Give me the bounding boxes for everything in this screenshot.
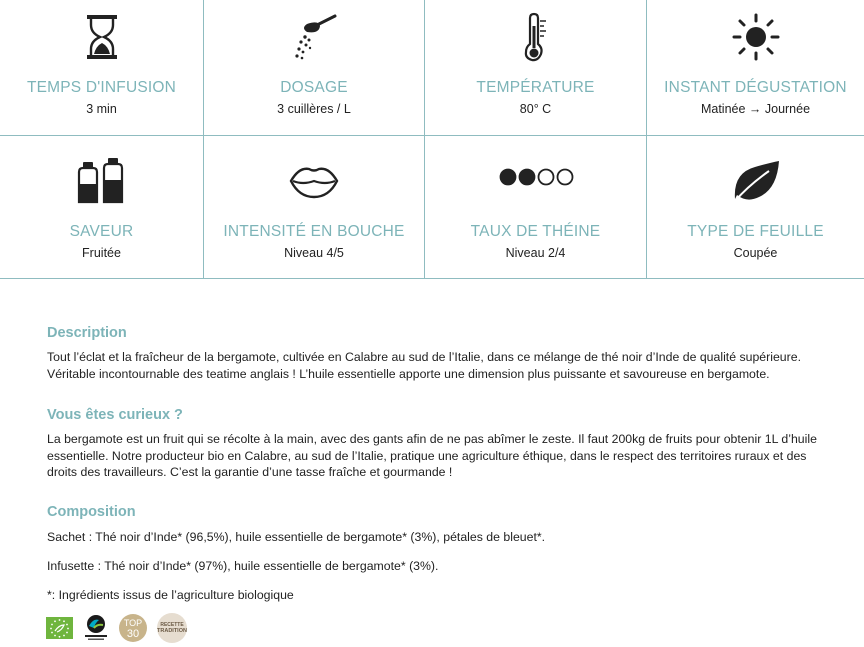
- tradition-recipe-badge: [157, 613, 187, 643]
- spec-label: SAVEUR: [69, 223, 134, 240]
- eu-organic-logo: [46, 617, 73, 639]
- composition-infusette: Infusette : Thé noir d’Inde* (97%), huile essentielle de bergamote* (3%).: [47, 559, 439, 573]
- certification-logos: [46, 612, 187, 644]
- grid-divider: [203, 0, 204, 279]
- spec-flavor: [0, 136, 203, 279]
- spec-label: DOSAGE: [280, 79, 348, 96]
- theine-dots-icon: [425, 156, 646, 198]
- spec-label: TAUX DE THÉINE: [470, 223, 601, 240]
- spec-value: 80° C: [519, 102, 552, 116]
- spec-infusion-time: [0, 0, 203, 135]
- top30-number: 30: [126, 628, 140, 640]
- grid-divider: [424, 0, 425, 279]
- lips-icon: [204, 156, 424, 206]
- composition-title: Composition: [47, 504, 136, 520]
- sun-icon: [647, 12, 864, 62]
- theine-dot: [557, 170, 572, 185]
- spec-tasting-moment: [647, 0, 864, 135]
- spec-label: INSTANT DÉGUSTATION: [664, 79, 847, 96]
- top30-badge: [119, 614, 147, 642]
- spec-value: Niveau 4/5: [284, 246, 344, 260]
- curious-title: Vous êtes curieux ?: [47, 407, 183, 423]
- theine-dot: [500, 170, 515, 185]
- description-text: Tout l’éclat et la fraîcheur de la bergamote, cultivée en Calabre au sud de l’Italie, dans ce mélange de thé noir d’Inde de qualité supérieure. Véritable incontournable des teatime anglais ! L’huile essentielle apporte une dimension plus puissante et savoureuse en bergamote.: [47, 350, 801, 381]
- spec-mouth-intensity: [204, 136, 424, 279]
- composition-sachet: Sachet : Thé noir d’Inde* (96,5%), huile essentielle de bergamote* (3%), pétales de bleuet*.: [47, 530, 546, 544]
- spec-value: Niveau 2/4: [505, 246, 566, 260]
- spoon-icon: [204, 12, 424, 62]
- spec-theine-rate: [425, 136, 646, 279]
- grid-divider: [0, 135, 864, 136]
- leaf-icon: [647, 158, 864, 204]
- spec-label: TEMPS D'INFUSION: [26, 79, 177, 96]
- grid-divider: [646, 0, 647, 279]
- fairtrade-logo: [83, 614, 109, 642]
- curious-text: La bergamote est un fruit qui se récolte à la main, avec des gants afin de ne pas abîmer le zeste. Il faut 200kg de fruits pour obtenir 1L d’huile essentielle. Notre producteur bio en Calabre, au sud de l’Italie, pratique une agriculture éthique, dans le respect des territoires ruraux et des droits des travailleurs. C’est la garantie d’une tasse fraîche et gourmande !: [47, 432, 817, 479]
- spec-label: TYPE DE FEUILLE: [687, 223, 824, 240]
- spec-value: Coupée: [733, 246, 778, 260]
- tradition-line1: RECETTE: [160, 622, 184, 628]
- description-title: Description: [47, 325, 127, 341]
- spec-label: TEMPÉRATURE: [476, 79, 595, 96]
- theine-dot: [519, 170, 534, 185]
- theine-dot: [538, 170, 553, 185]
- bottles-icon: [0, 156, 203, 206]
- spec-value: Matinée → Journée: [700, 102, 811, 116]
- spec-value: 3 cuillères / L: [277, 102, 351, 116]
- spec-leaf-type: [647, 136, 864, 279]
- spec-dosage: [204, 0, 424, 135]
- hourglass-icon: [0, 12, 203, 62]
- tradition-line2: TRADITION: [157, 628, 187, 634]
- top30-label: TOP: [123, 618, 143, 628]
- organic-note: *: Ingrédients issus de l’agriculture biologique: [47, 588, 294, 602]
- spec-temperature: [425, 0, 646, 135]
- spec-value: Fruitée: [82, 246, 121, 260]
- spec-value: 3 min: [86, 102, 117, 116]
- thermometer-icon: [425, 12, 646, 64]
- tea-specs-grid: [0, 0, 864, 279]
- spec-label: INTENSITÉ EN BOUCHE: [223, 223, 405, 240]
- grid-divider: [0, 278, 864, 279]
